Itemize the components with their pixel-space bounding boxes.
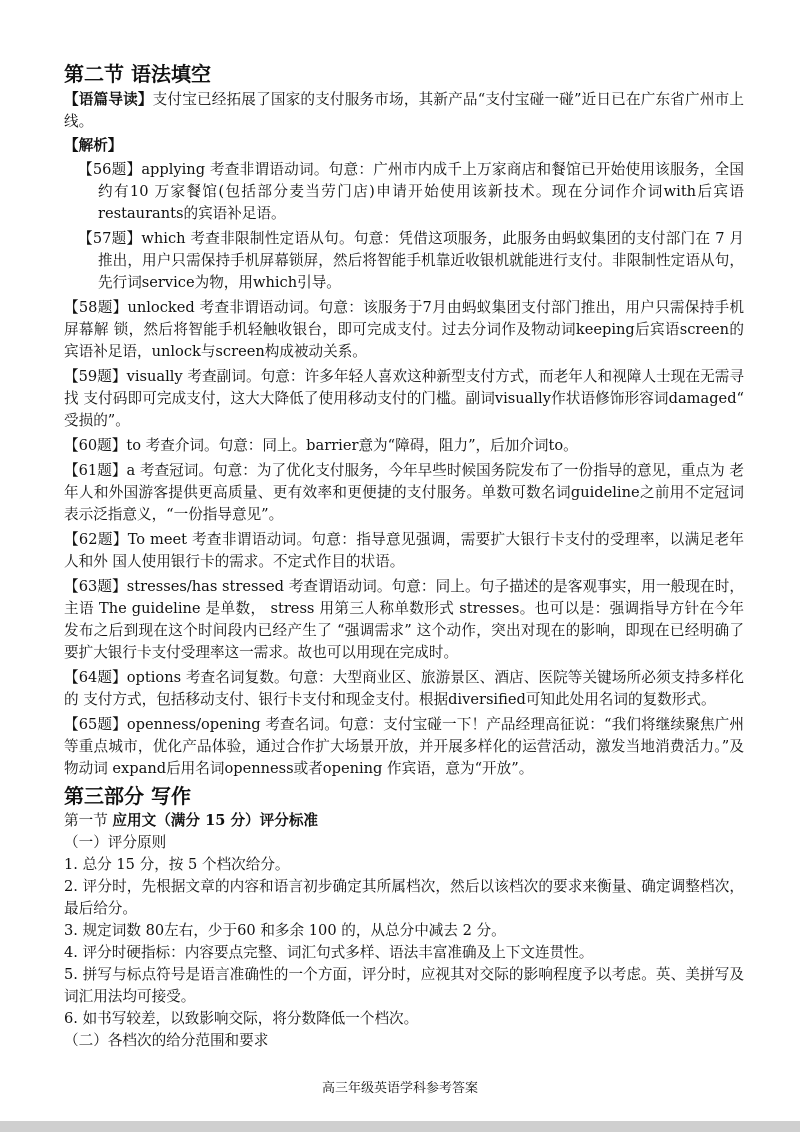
answer-item-63 [64, 576, 744, 664]
answer-label: 【57题】 [78, 230, 142, 247]
answer-item-64 [64, 667, 744, 711]
answer-text: to 考查介词。句意：同上。barrier意为“障碍，阻力”，后加介词to。 [126, 437, 578, 454]
sub-section-prefix: 第一节 [64, 812, 113, 829]
range-title: （二）各档次的给分范围和要求 [64, 1032, 269, 1049]
sub-section-title [64, 810, 744, 832]
rule-6: 6. 如书写较差，以致影响交际，将分数降低一个档次。 [64, 1010, 419, 1027]
answer-item-62 [64, 529, 744, 573]
answer-label: 【56题】 [78, 161, 142, 178]
answer-label: 【64题】 [64, 669, 127, 686]
principle-title: （一）评分原则 [64, 834, 167, 851]
answer-text: openness/opening 考查名词。句意：支付宝碰一下！产品经理高征说：“我们将继续聚焦广州等重点城市，优化产品体验，通过合作扩大场景开放，并开展多样化的运营活动，激发当地消费活力。”及物动词 expand后用名词openness或者opening 作宾语，意为“开放”。 [64, 716, 744, 777]
answer-text: a 考查冠词。句意：为了优化支付服务，今年早些时候国务院发布了一份指导的意见，重点为 老年人和外国游客提供更高质量、更有效率和更便捷的支付服务。单数可数名词guideline之前用不定冠词表示泛指意义，“一份指导意见”。 [64, 462, 744, 523]
answer-item-61 [64, 460, 744, 526]
analysis-label: 【解析】 [64, 137, 123, 154]
rule-2: 2. 评分时，先根据文章的内容和语言初步确定其所属档次，然后以该档次的要求来衡量、确定调整档次，最后给分。 [64, 878, 744, 917]
answer-label: 【58题】 [64, 299, 128, 316]
answer-text: options 考查名词复数。句意：大型商业区、旅游景区、酒店、医院等关键场所必须支持多样化的 支付方式，包括移动支付、银行卡支付和现金支付。根据diversified可知此处用名词的复数形式。 [64, 669, 744, 708]
rule-3: 3. 规定词数 80左右，少于60 和多余 100 的，从总分中减去 2 分。 [64, 922, 506, 939]
answer-label: 【59题】 [64, 368, 127, 385]
reading-intro [64, 89, 744, 133]
answer-item-58 [64, 297, 744, 363]
page-content [64, 62, 744, 1052]
answer-label: 【65题】 [64, 716, 127, 733]
sub-section-bold: 应用文（满分 15 分）评分标准 [112, 812, 319, 829]
answer-label: 【62题】 [64, 531, 128, 548]
rule-5: 5. 拼写与标点符号是语言准确性的一个方面，评分时，应视其对交际的影响程度予以考虑。英、美拼写及词汇用法均可接受。 [64, 966, 744, 1005]
part3-title: 第三部分 写作 [64, 784, 191, 808]
answer-text: unlocked 考查非谓语动词。句意：该服务于7月由蚂蚁集团支付部门推出，用户只需保持手机屏幕解 锁，然后将智能手机轻触收银台，即可完成支付。过去分词作及物动词keeping后宾语screen的宾语补足语，unlock与screen构成被动关系。 [64, 299, 744, 360]
rule-4: 4. 评分时硬指标：内容要点完整、词汇句式多样、语法丰富准确及上下文连贯性。 [64, 944, 594, 961]
answer-item-56 [78, 159, 744, 225]
answer-text: applying 考查非谓语动词。句意：广州市内成千上万家商店和餐馆已开始使用该服务，全国约有10 万家餐馆(包括部分麦当劳门店)申请开始使用该新技术。现在分词作介词with后宾语restaurants的宾语补足语。 [98, 161, 744, 222]
answer-text: To meet 考查非谓语动词。句意：指导意见强调，需要扩大银行卡支付的受理率，以满足老年人和外 国人使用银行卡的需求。不定式作目的状语。 [64, 531, 744, 570]
answer-item-65 [64, 714, 744, 780]
answer-label: 【60题】 [64, 437, 127, 454]
answer-text: stresses/has stressed 考查谓语动词。句意：同上。句子描述的是客观事实，用一般现在时，主语 The guideline 是单数， stress 用第三人称单数形式 stresses。也可以是：强调指导方针在今年发布之后到现在这个时间段内已经产生了 “强调需求” 这个动作，突出对现在的影响，即现在已经明确了要扩大银行卡支付受理率这一需求。故也可以用现在完成时。 [64, 578, 745, 661]
reading-intro-label: 【语篇导读】 [64, 91, 153, 108]
answer-item-59 [64, 366, 744, 432]
reading-intro-text: 支付宝已经拓展了国家的支付服务市场，其新产品“支付宝碰一碰”近日已在广东省广州市上线。 [64, 91, 744, 130]
answer-item-57 [78, 228, 744, 294]
answer-label: 【61题】 [64, 462, 127, 479]
bottom-scroll-bar [0, 1121, 800, 1132]
answer-item-60 [64, 435, 744, 457]
section-title: 第二节 语法填空 [64, 62, 211, 86]
answer-text: visually 考查副词。句意：许多年轻人喜欢这种新型支付方式，而老年人和视障人士现在无需寻找 支付码即可完成支付，这大大降低了使用移动支付的门槛。副词visually作状语修饰形容词damaged“ 受损的”。 [64, 368, 744, 429]
answer-text: which 考查非限制性定语从句。句意：凭借这项服务，此服务由蚂蚁集团的支付部门在 7 月推出，用户只需保持手机屏幕锁屏，然后将智能手机靠近收银机就能进行支付。非限制性定语从句，先行词service为物，用which引导。 [98, 230, 744, 291]
rule-1: 1. 总分 15 分，按 5 个档次给分。 [64, 856, 290, 873]
answer-label: 【63题】 [64, 578, 127, 595]
page-footer: 高三年级英语学科参考答案 [321, 1081, 478, 1096]
